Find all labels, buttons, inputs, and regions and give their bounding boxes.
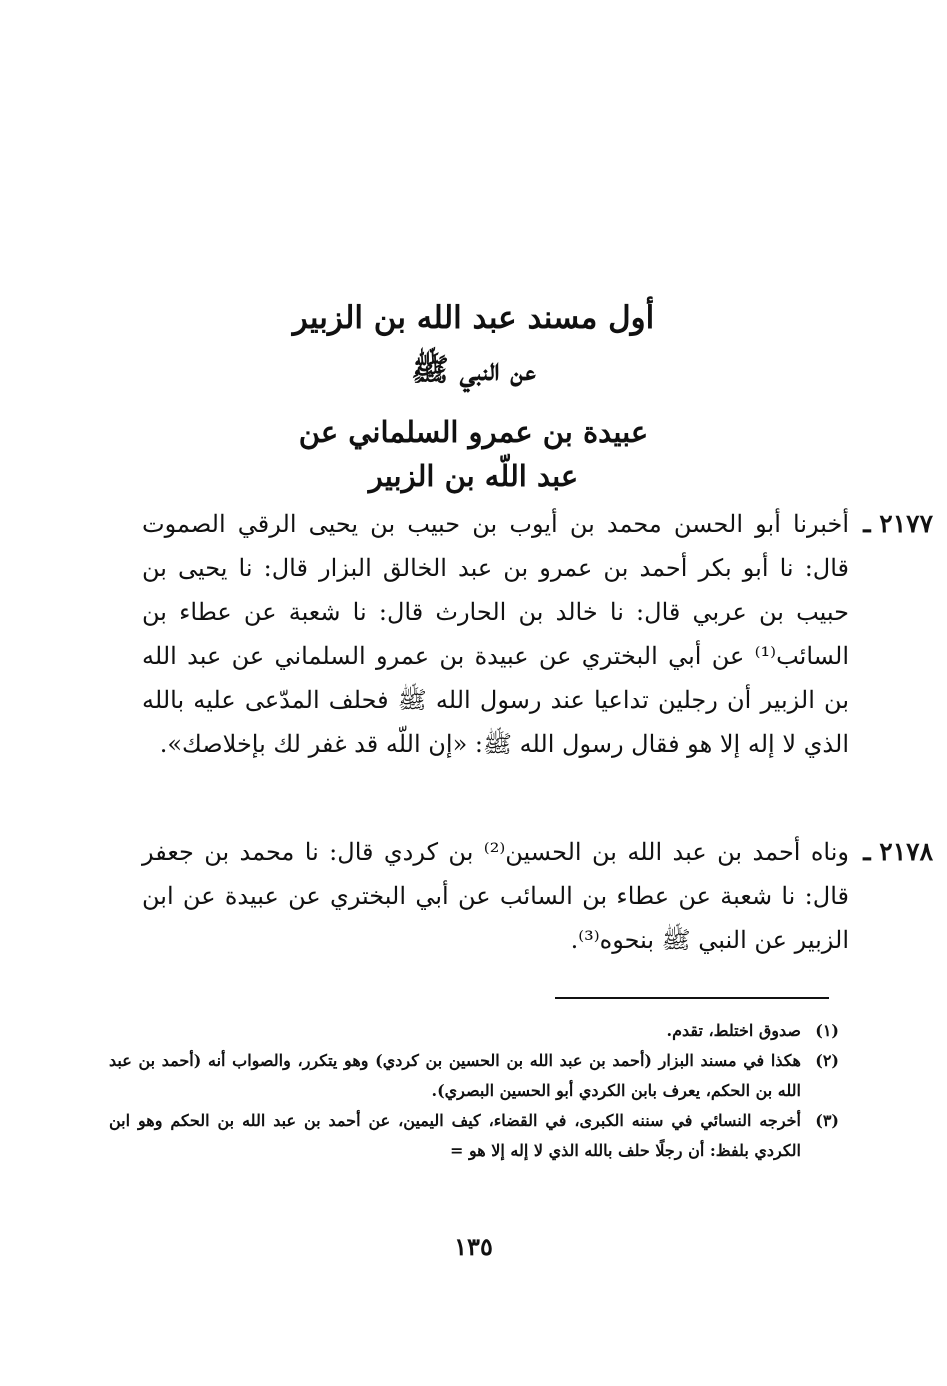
footnote-number: (٣) bbox=[815, 1111, 839, 1130]
hadith-number: ٢١٧٨ ـ bbox=[863, 837, 933, 866]
chapter-headings bbox=[0, 292, 947, 498]
heading-spacer bbox=[0, 396, 947, 410]
chapter-title-line-1: أول مسند عبد الله بن الزبير bbox=[292, 300, 655, 336]
hadith-entry bbox=[142, 502, 933, 766]
footnote-number: (٢) bbox=[815, 1051, 839, 1070]
footnote-item bbox=[109, 1016, 839, 1046]
footnote-divider bbox=[555, 997, 829, 999]
footnote-item bbox=[109, 1046, 839, 1106]
footnote-number: (١) bbox=[815, 1021, 839, 1040]
footnote-item bbox=[109, 1106, 839, 1166]
footnote-text: هكذا في مسند البزار (أحمد بن عبد الله بن الحسين بن كردي) وهو يتكرر، والصواب أنه (أحمد بن عبد الله بن الحكم، يعرف بابن الكردي أبو الحسين البصري). bbox=[109, 1051, 801, 1100]
section-subtitle-line-1: عبيدة بن عمرو السلماني عن bbox=[298, 415, 649, 449]
hadith-entry bbox=[142, 830, 933, 962]
hadith-number: ٢١٧٧ ـ bbox=[863, 509, 933, 538]
hadith-text: أخبرنا أبو الحسن محمد بن أيوب بن حبيب بن يحيى الرقي الصموت قال: نا أبو بكر أحمد بن عمرو بن عبد الخالق البزار قال: نا يحيى بن حبيب بن عربي قال: نا خالد بن الحارث قال: نا شعبة عن عطاء بن السائب⁽¹⁾ عن أبي البختري عن عبيدة بن عمرو السلماني عن عبد الله بن الزبير أن رجلين تداعيا عند رسول الله ﷺ فحلف المدّعى عليه بالله الذي لا إله إلا هو فقال رسول الله ﷺ: «إن اللّه قد غفر لك بإخلاصك». bbox=[142, 510, 850, 758]
page-number: ١٣٥ bbox=[454, 1232, 493, 1261]
chapter-title-line-2: عن النبي ﷺ bbox=[411, 352, 536, 388]
footnote-text: صدوق اختلط، تقدم. bbox=[666, 1021, 801, 1040]
footnote-text: أخرجه النسائي في سننه الكبرى، في القضاء، كيف اليمين، عن أحمد بن عبد الله بن الحكم وهو ابن الكردي بلفظ: أن رجلًا حلف بالله الذي لا إله إلا هو = bbox=[109, 1111, 801, 1160]
footnotes bbox=[109, 1016, 839, 1166]
section-subtitle-line-2: عبد اللّه بن الزبير bbox=[368, 459, 579, 493]
hadith-text: وناه أحمد بن عبد الله بن الحسين⁽²⁾ بن كردي قال: نا محمد بن جعفر قال: نا شعبة عن عطاء بن السائب عن أبي البختري عن عبيدة عن ابن الزبير عن النبي ﷺ بنحوه⁽³⁾. bbox=[142, 838, 850, 954]
